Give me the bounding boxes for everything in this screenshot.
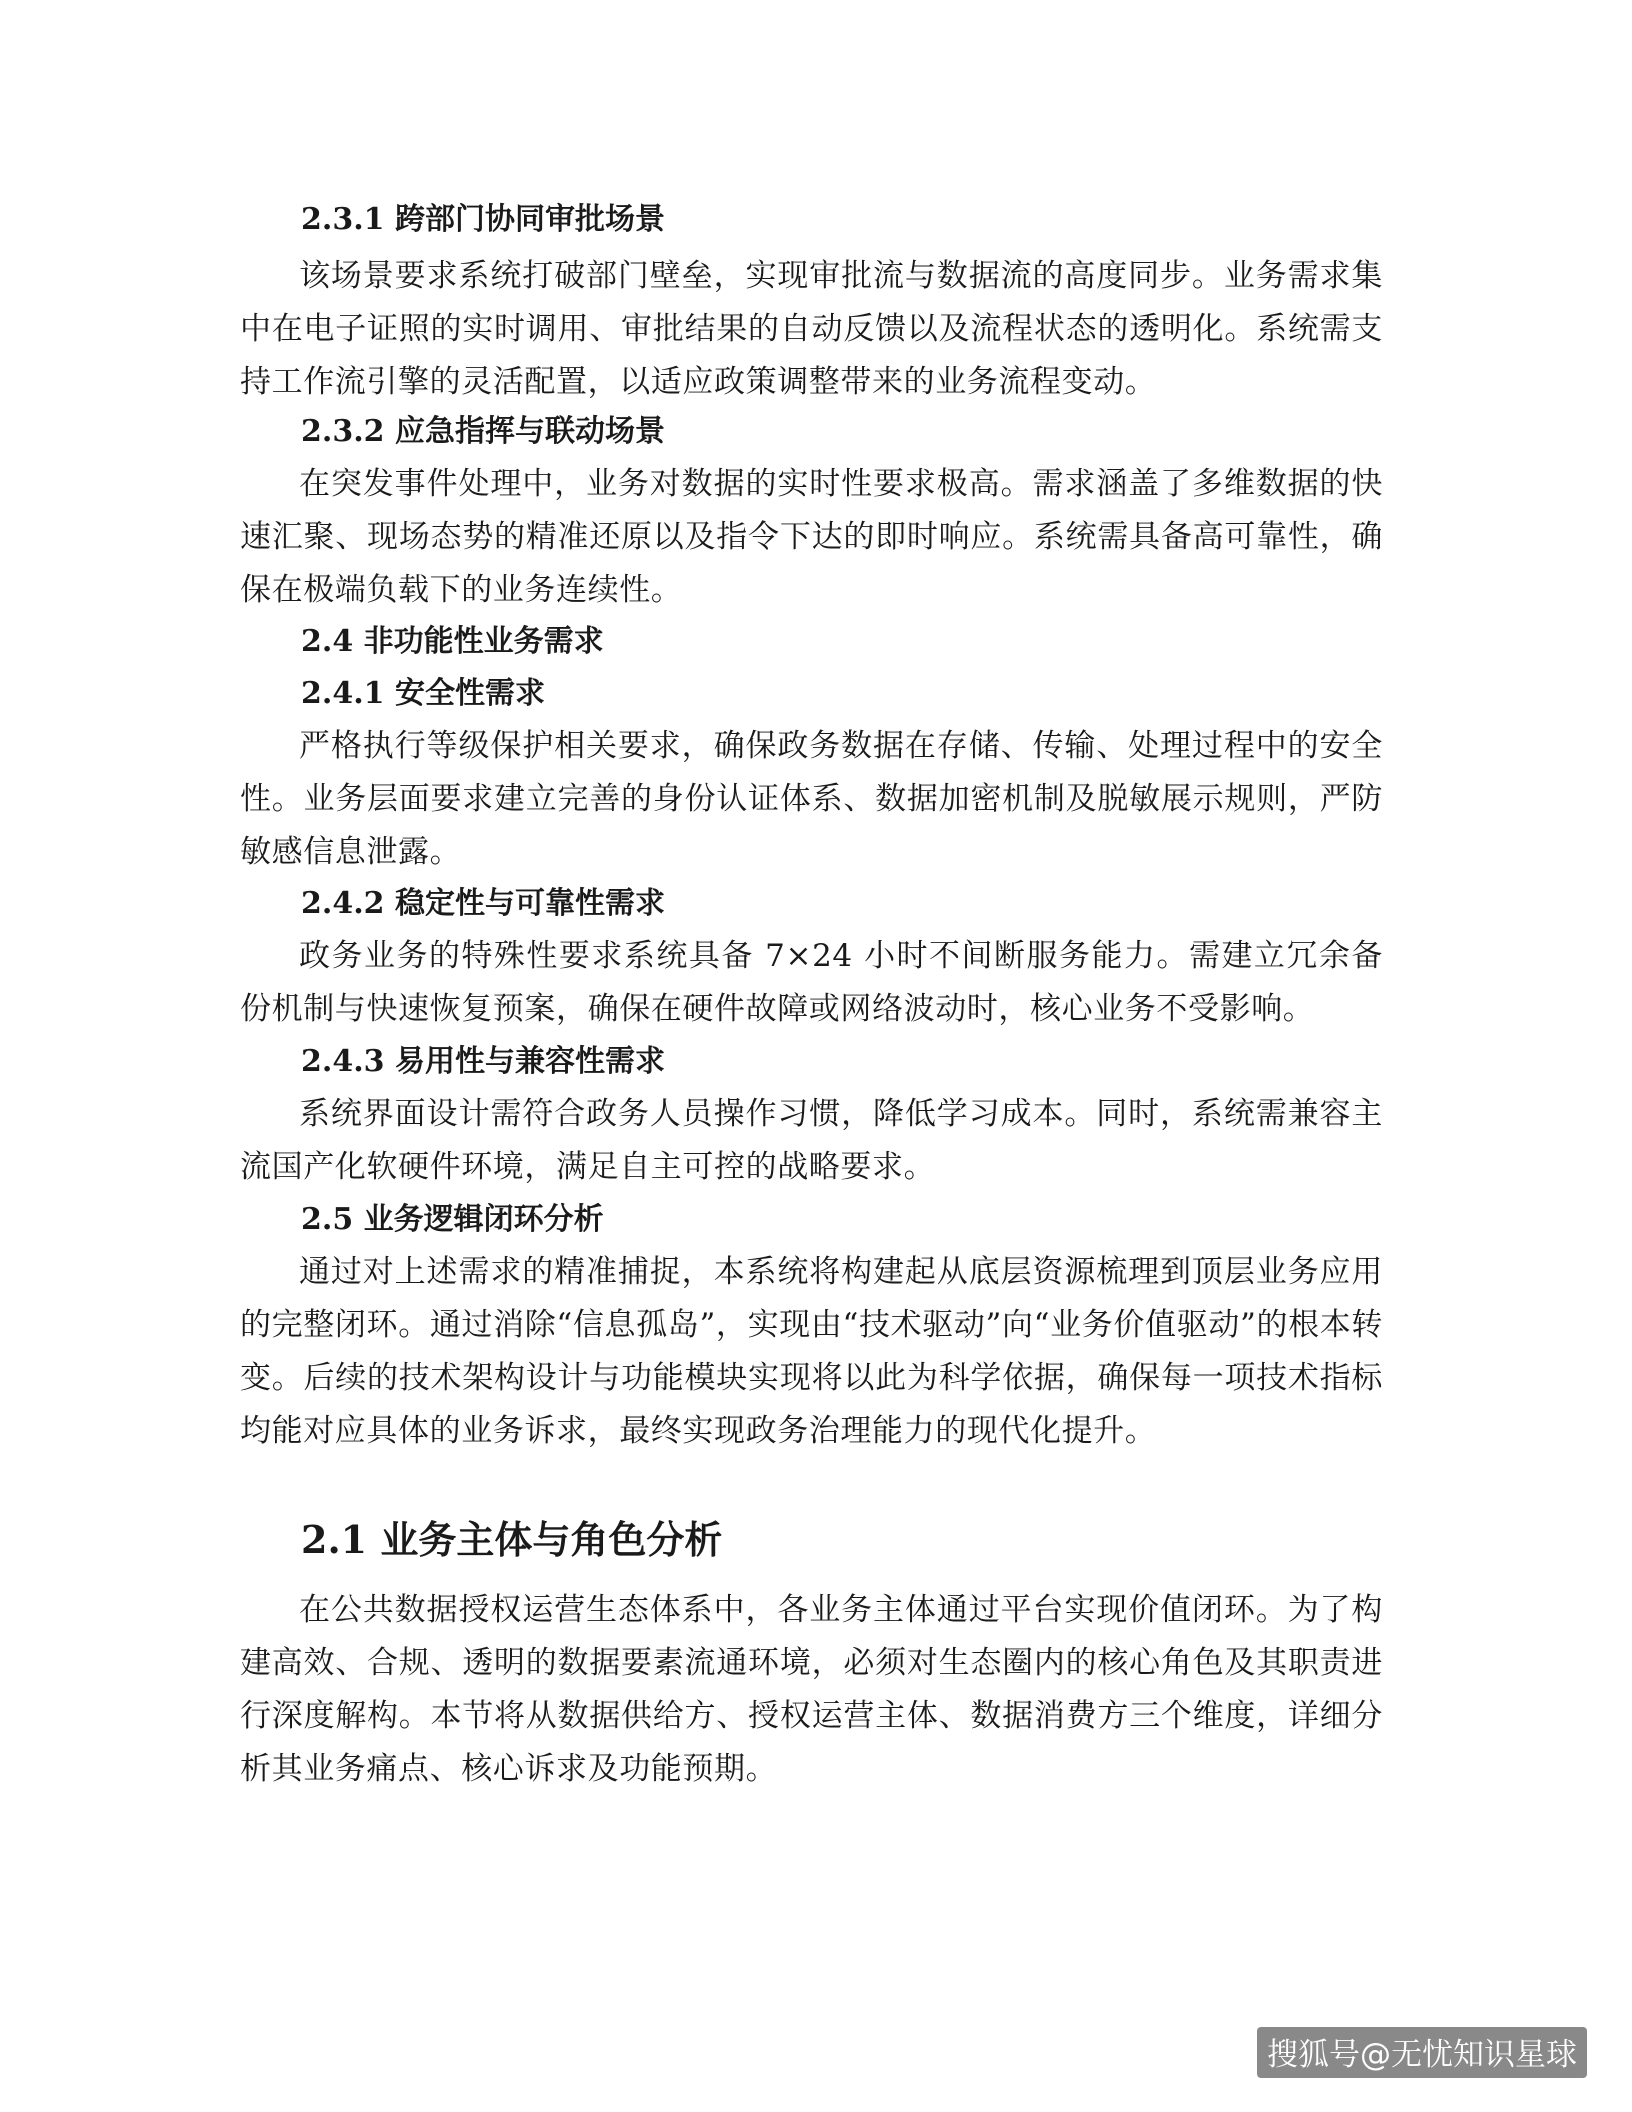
heading-2-1: 2.1 业务主体与角色分析: [301, 1517, 723, 1562]
heading-2-4-1: 2.4.1 安全性需求: [301, 676, 545, 711]
paragraph-2-3-2: [240, 458, 1383, 617]
heading-2-3-1: 2.3.1 跨部门协同审批场景: [301, 202, 665, 237]
paragraph-text: 系统界面设计需符合政务人员操作习惯，降低学习成本。同时，系统需兼容主流国产化软硬件环境，满足自主可控的战略要求。: [240, 1096, 1383, 1185]
paragraph-2-4-3: [240, 1088, 1383, 1194]
paragraph-text: 政务业务的特殊性要求系统具备 7×24 小时不间断服务能力。需建立冗余备份机制与快速恢复预案，确保在硬件故障或网络波动时，核心业务不受影响。: [240, 938, 1383, 1027]
heading-2-4-3: 2.4.3 易用性与兼容性需求: [301, 1044, 665, 1079]
heading-2-3-2: 2.3.2 应急指挥与联动场景: [301, 414, 665, 449]
watermark: 搜狐号@无忧知识星球: [1257, 2027, 1587, 2078]
paragraph-text: 在公共数据授权运营生态体系中，各业务主体通过平台实现价值闭环。为了构建高效、合规、透明的数据要素流通环境，必须对生态圈内的核心角色及其职责进行深度解构。本节将从数据供给方、授权运营主体、数据消费方三个维度，详细分析其业务痛点、核心诉求及功能预期。: [240, 1592, 1383, 1787]
heading-2-4: 2.4 非功能性业务需求: [301, 624, 604, 659]
paragraph-2-1: [240, 1584, 1383, 1796]
paragraph-text: 通过对上述需求的精准捕捉，本系统将构建起从底层资源梳理到顶层业务应用的完整闭环。通过消除“信息孤岛”，实现由“技术驱动”向“业务价值驱动”的根本转变。后续的技术架构设计与功能模块实现将以此为科学依据，确保每一项技术指标均能对应具体的业务诉求，最终实现政务治理能力的现代化提升。: [240, 1254, 1383, 1449]
paragraph-2-5: [240, 1246, 1383, 1458]
heading-2-5: 2.5 业务逻辑闭环分析: [301, 1202, 604, 1237]
paragraph-2-4-2: [240, 930, 1383, 1036]
paragraph-2-3-1: [240, 250, 1383, 409]
paragraph-text: 严格执行等级保护相关要求，确保政务数据在存储、传输、处理过程中的安全性。业务层面要求建立完善的身份认证体系、数据加密机制及脱敏展示规则，严防敏感信息泄露。: [240, 728, 1383, 870]
paragraph-2-4-1: [240, 720, 1383, 879]
paragraph-text: 该场景要求系统打破部门壁垒，实现审批流与数据流的高度同步。业务需求集中在电子证照的实时调用、审批结果的自动反馈以及流程状态的透明化。系统需支持工作流引擎的灵活配置，以适应政策调整带来的业务流程变动。: [240, 258, 1383, 400]
paragraph-text: 在突发事件处理中，业务对数据的实时性要求极高。需求涵盖了多维数据的快速汇聚、现场态势的精准还原以及指令下达的即时响应。系统需具备高可靠性，确保在极端负载下的业务连续性。: [240, 466, 1383, 608]
heading-2-4-2: 2.4.2 稳定性与可靠性需求: [301, 886, 665, 921]
